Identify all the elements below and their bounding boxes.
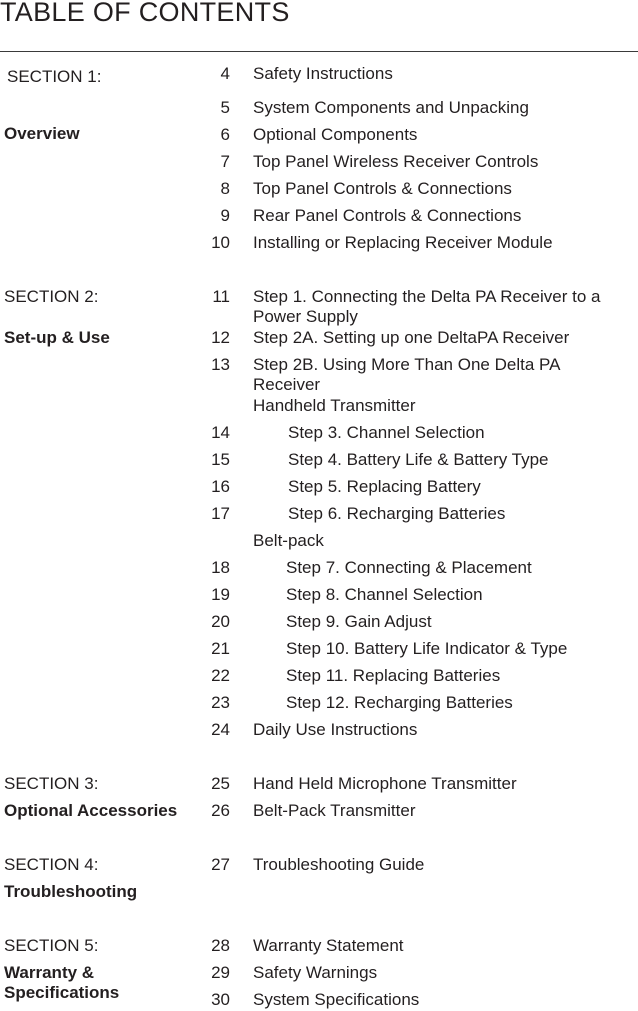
page-number: 23 <box>211 693 230 712</box>
entry-title: Top Panel Controls & Connections <box>253 179 512 198</box>
entry-title: Step 6. Recharging Batteries <box>288 504 506 523</box>
entry-title: Step 1. Connecting the Delta PA Receiver to a Power Supply <box>253 287 601 326</box>
page-number: 9 <box>220 206 230 225</box>
section-1-name: Overview <box>4 124 80 143</box>
page-number: 5 <box>220 98 230 117</box>
page-number: 28 <box>211 936 230 955</box>
entry-title: Step 7. Connecting & Placement <box>286 558 532 577</box>
entry-title: Installing or Replacing Receiver Module <box>253 233 553 252</box>
entry-title: Safety Warnings <box>253 963 378 982</box>
page-number: 22 <box>211 666 230 685</box>
entry-title: Troubleshooting Guide <box>253 855 425 874</box>
entry-title: Warranty Statement <box>253 936 404 955</box>
page-number: 27 <box>211 855 230 874</box>
page-title: TABLE OF CONTENTS <box>0 0 290 27</box>
page-number: 30 <box>211 990 230 1009</box>
entry-title: Step 10. Battery Life Indicator & Type <box>286 639 568 658</box>
page-number: 4 <box>220 64 230 83</box>
page-number: 29 <box>211 963 230 982</box>
page-number: 13 <box>211 355 230 374</box>
section-1-label: SECTION 1: <box>7 67 102 86</box>
entry-title: Step 5. Replacing Battery <box>288 477 481 496</box>
page-number: 12 <box>211 328 230 347</box>
entry-title: Hand Held Microphone Transmitter <box>253 774 517 793</box>
page-number: 11 <box>212 287 230 306</box>
entry-title: Step 4. Battery Life & Battery Type <box>288 450 549 469</box>
page-number: 21 <box>211 639 230 658</box>
page-number: 24 <box>211 720 230 739</box>
page-number: 26 <box>211 801 230 820</box>
subheading-belt-pack: Belt-pack <box>253 531 324 550</box>
page-number: 17 <box>211 504 230 523</box>
page-number: 25 <box>211 774 230 793</box>
page-number: 20 <box>211 612 230 631</box>
entry-title: Belt-Pack Transmitter <box>253 801 416 820</box>
section-2-name: Set-up & Use <box>4 328 110 347</box>
entry-title: Rear Panel Controls & Connections <box>253 206 522 225</box>
section-3-label: SECTION 3: <box>4 774 99 793</box>
section-5-label: SECTION 5: <box>4 936 99 955</box>
entry-title: System Specifications <box>253 990 420 1009</box>
section-4-name: Troubleshooting <box>4 882 138 901</box>
page-number: 6 <box>220 125 230 144</box>
entry-title: Safety Instructions <box>253 64 393 83</box>
page-number: 7 <box>220 152 230 171</box>
page-number: 15 <box>211 450 230 469</box>
entry-title: Step 2A. Setting up one DeltaPA Receiver <box>253 328 570 347</box>
section-5-name: Warranty & Specifications <box>4 963 120 1002</box>
entry-title: Step 11. Replacing Batteries <box>286 666 501 685</box>
entry-title: System Components and Unpacking <box>253 98 529 117</box>
page-number: 18 <box>211 558 230 577</box>
entry-title: Step 2B. Using More Than One Delta PA Receiver <box>253 355 560 394</box>
entry-title: Daily Use Instructions <box>253 720 418 739</box>
entry-title: Step 8. Channel Selection <box>286 585 483 604</box>
entry-title: Step 12. Recharging Batteries <box>286 693 513 712</box>
page-number: 10 <box>211 233 230 252</box>
entry-title: Step 9. Gain Adjust <box>286 612 432 631</box>
title-divider <box>0 51 638 52</box>
page-number: 19 <box>211 585 230 604</box>
section-3-name: Optional Accessories <box>4 801 178 820</box>
page-number: 16 <box>211 477 230 496</box>
page-number: 8 <box>220 179 230 198</box>
entry-title: Top Panel Wireless Receiver Controls <box>253 152 539 171</box>
page-number: 14 <box>211 423 230 442</box>
subheading-handheld-transmitter: Handheld Transmitter <box>253 396 416 415</box>
entry-title: Optional Components <box>253 125 418 144</box>
section-4-label: SECTION 4: <box>4 855 99 874</box>
entry-title: Step 3. Channel Selection <box>288 423 485 442</box>
section-2-label: SECTION 2: <box>4 287 99 306</box>
